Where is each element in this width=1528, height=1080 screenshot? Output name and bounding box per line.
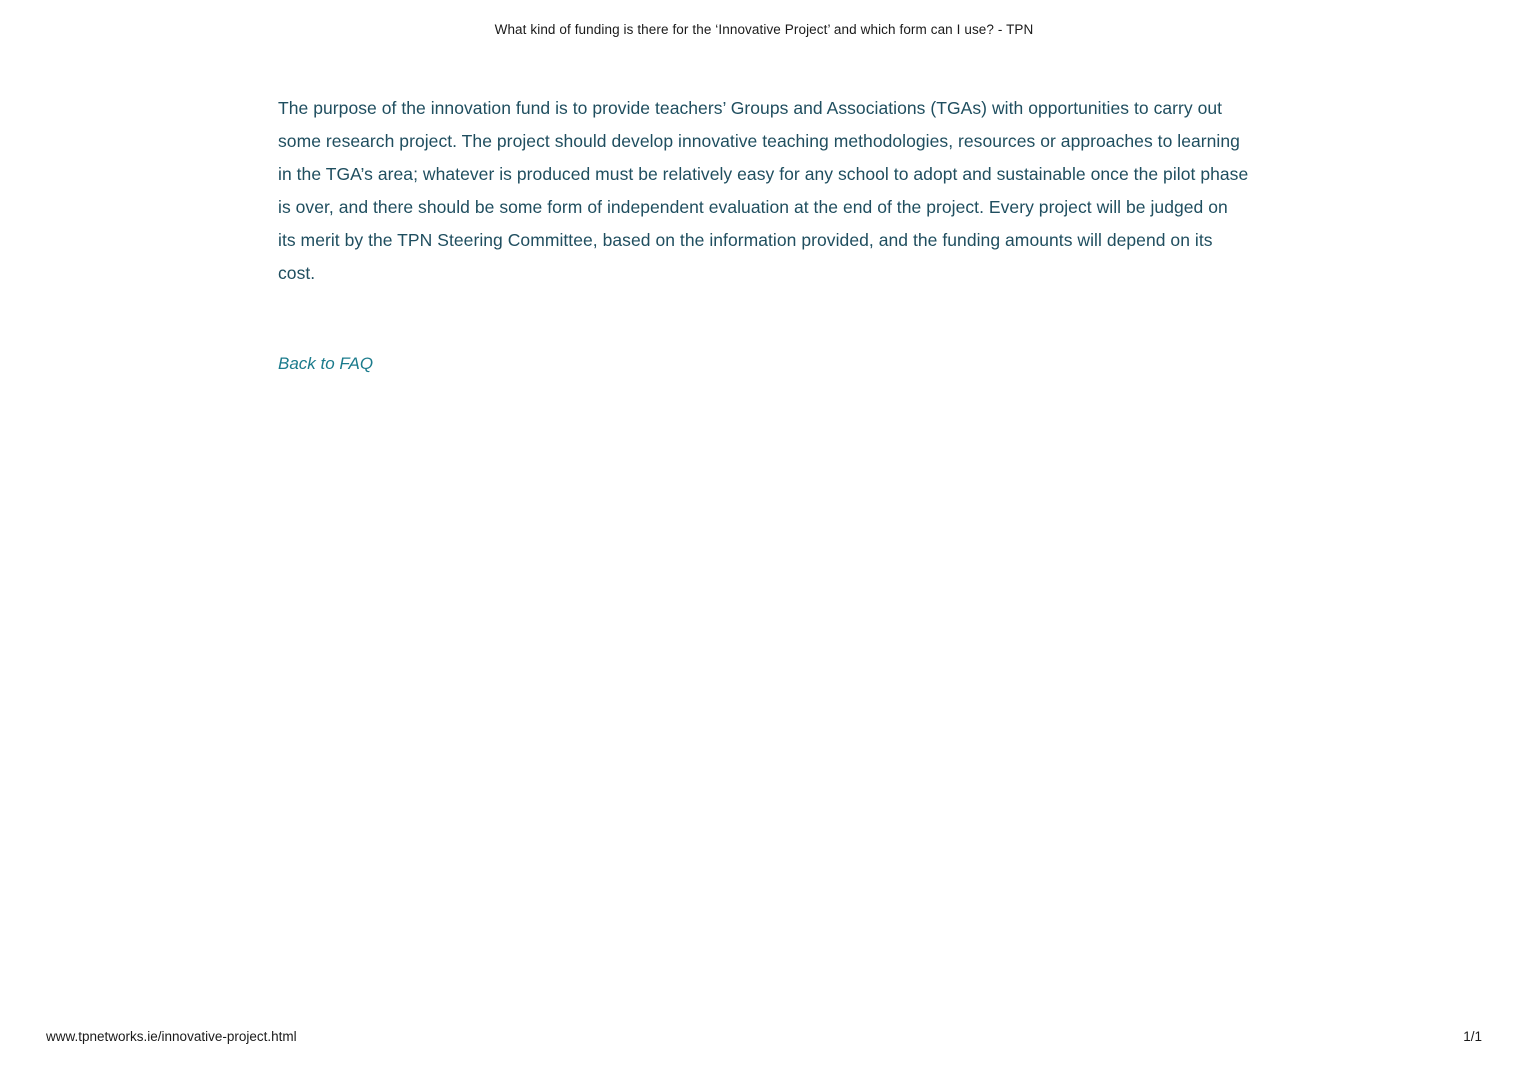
body-paragraph: The purpose of the innovation fund is to provide teachers’ Groups and Associations (TGAs) with opportunities to carry out some research project. The project should develop innovative teaching methodologies, resources or approaches to learning in the TGA’s area; whatever is produced must be relatively easy for any school to adopt and sustainable once the pilot phase is over, and there should be some form of independent evaluation at the end of the project. Every project will be judged on its merit by the TPN Steering Committee, based on the information provided, and the funding amounts will depend on its cost. xyxy=(278,98,1249,283)
print-footer-page-number: 1/1 xyxy=(1463,1029,1482,1044)
print-header-title: What kind of funding is there for the ‘Innovative Project’ and which form can I use? - TPN xyxy=(494,22,1034,37)
back-to-faq-link[interactable]: Back to FAQ xyxy=(278,354,374,373)
print-footer-url: www.tpnetworks.ie/innovative-project.html xyxy=(46,1029,297,1044)
document-content xyxy=(278,92,1250,376)
